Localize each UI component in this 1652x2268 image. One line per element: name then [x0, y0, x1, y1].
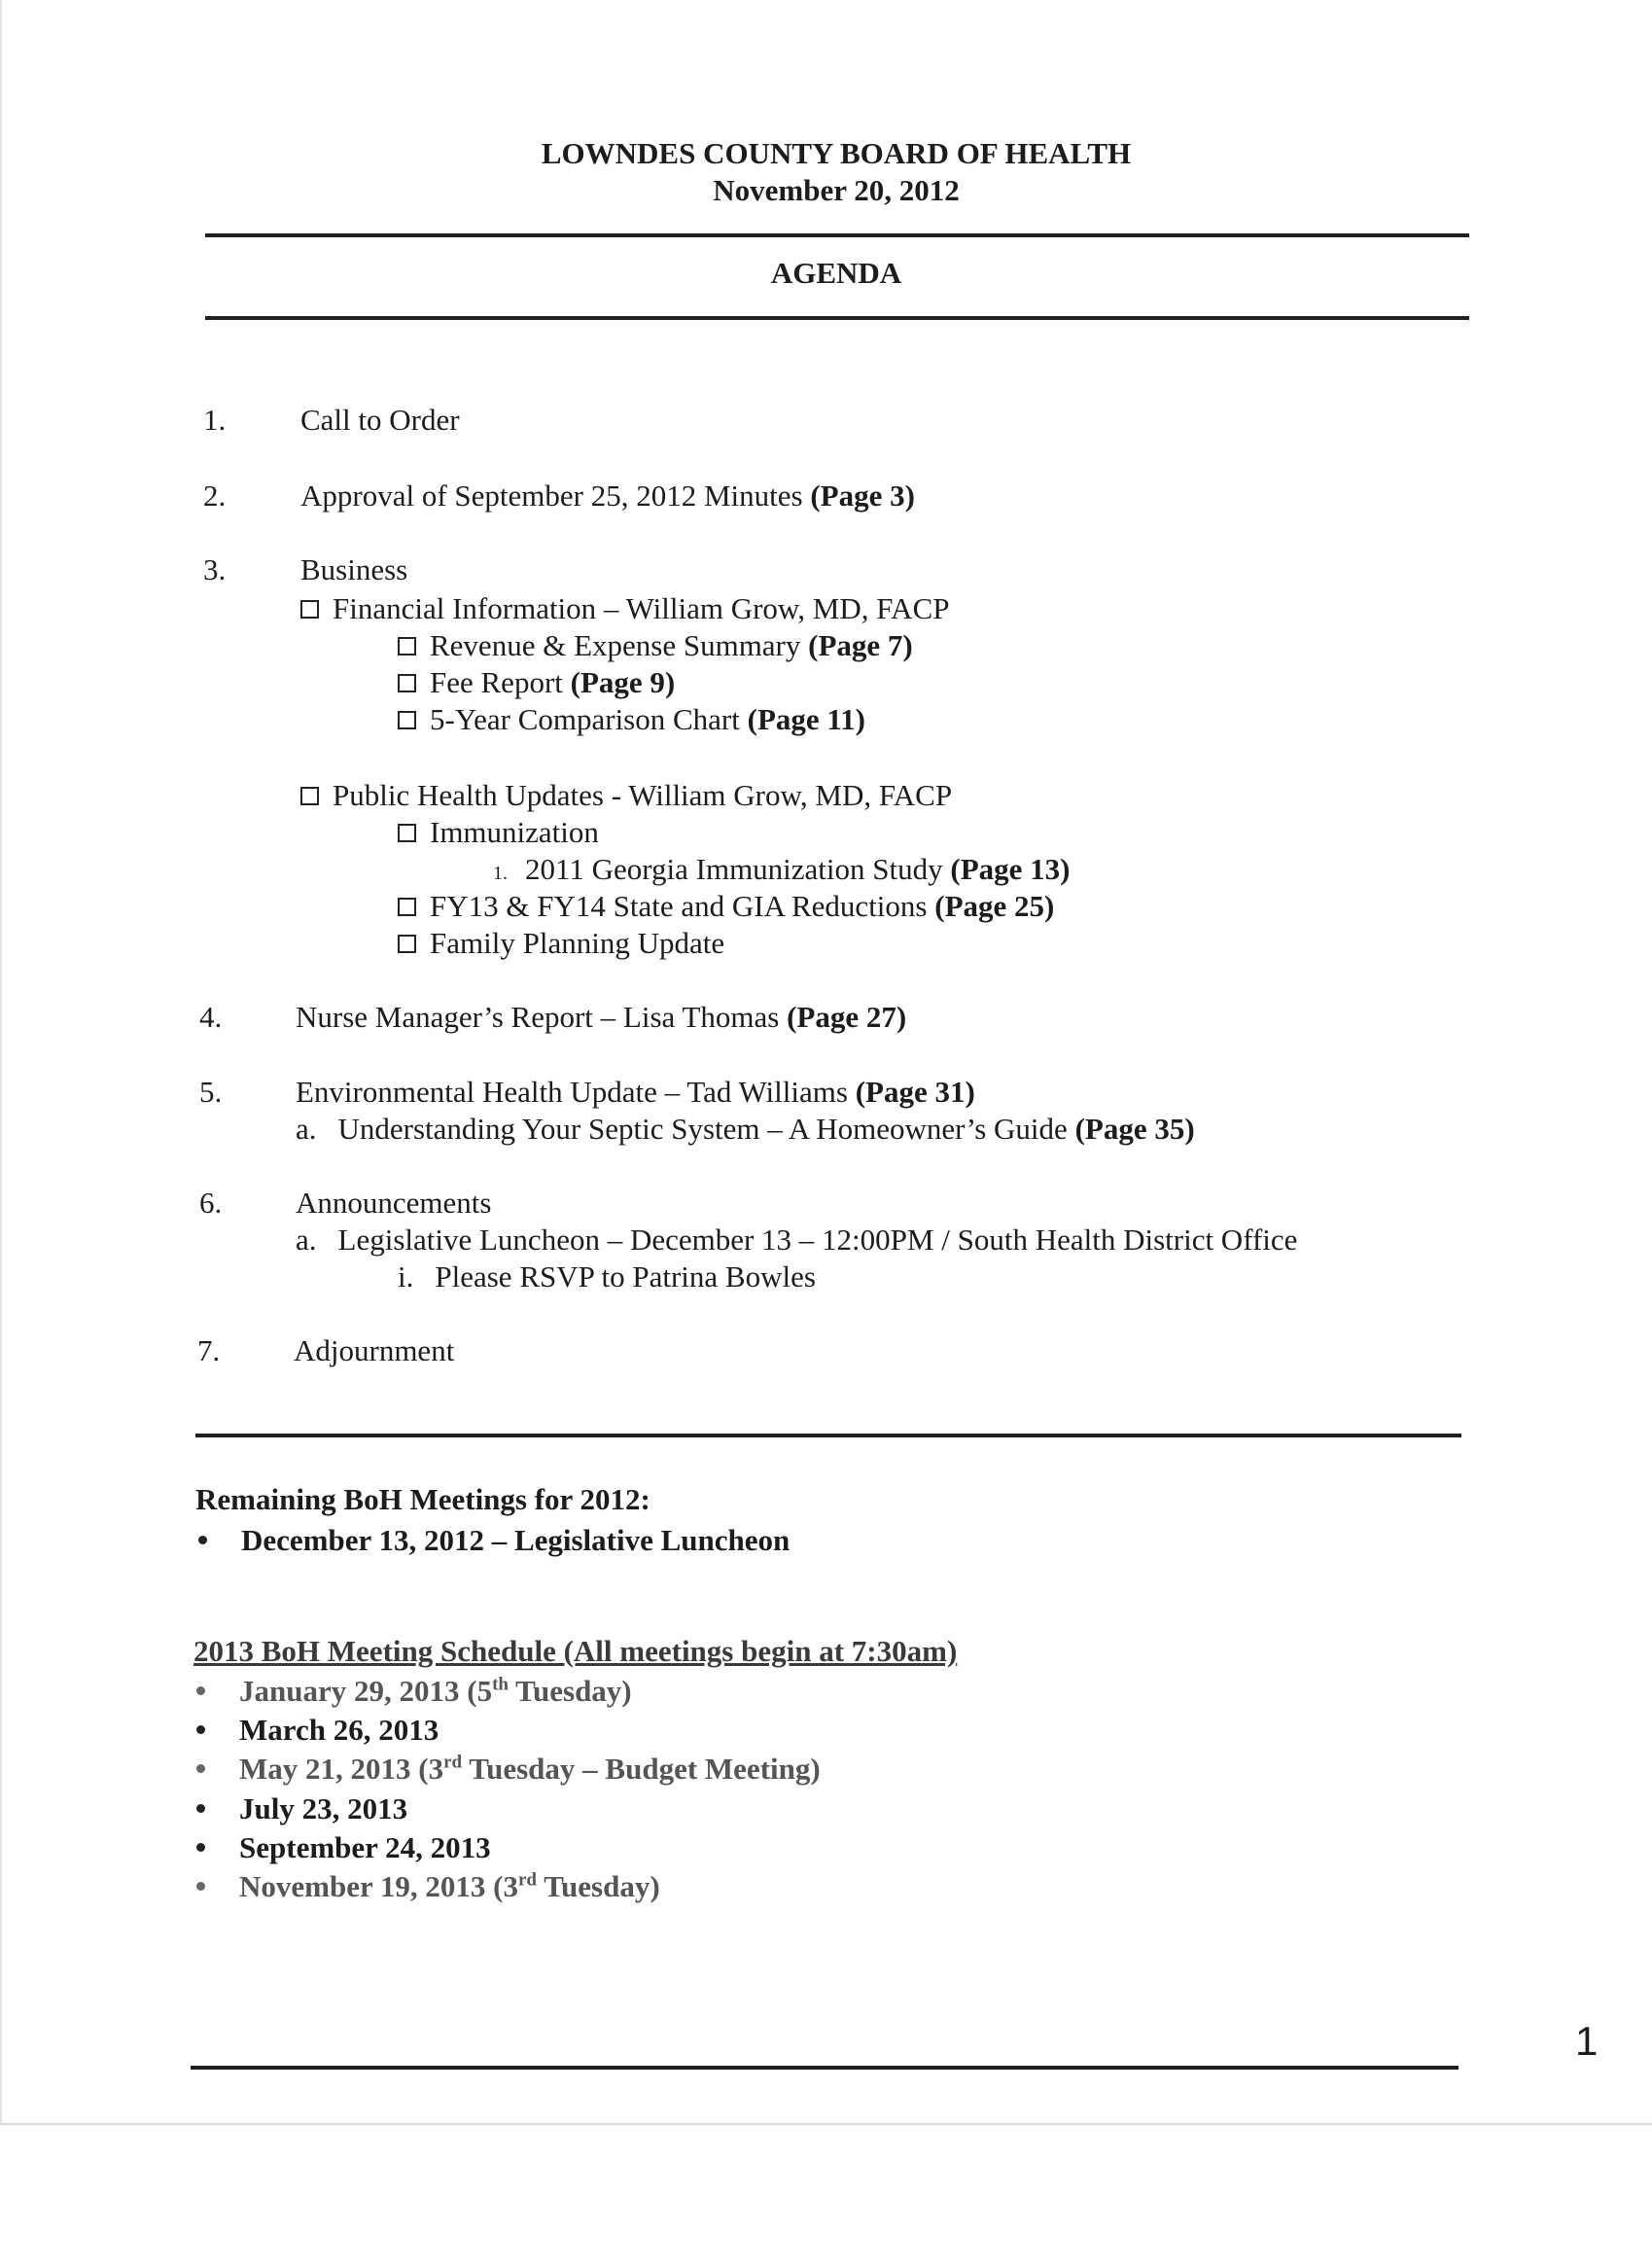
item-text: Public Health Updates - William Grow, MD, FACP: [333, 778, 953, 812]
item-number: 2.: [203, 478, 227, 513]
item-number: 6.: [199, 1186, 223, 1220]
item-number: 1.: [203, 403, 227, 437]
schedule-item-may: [196, 1752, 821, 1787]
page-ref: (Page 13): [950, 852, 1071, 886]
schedule-item-january: [196, 1674, 632, 1709]
page-ref: (Page 9): [570, 665, 676, 699]
meeting-date: May 21, 2013 (3: [239, 1752, 444, 1786]
sub-item-fee-report: [398, 665, 675, 700]
sub-item-immunization: [398, 815, 599, 850]
checkbox-icon: [300, 787, 319, 805]
bullet-icon: [196, 1843, 205, 1852]
item-text: 2011 Georgia Immunization Study: [525, 852, 951, 886]
item-text: Family Planning Update: [430, 926, 725, 960]
item-number: 7.: [197, 1333, 221, 1367]
ordinal-suffix: rd: [518, 1869, 537, 1891]
meeting-date: March 26, 2013: [239, 1713, 439, 1747]
item-text: Financial Information – William Grow, MD, FACP: [333, 591, 950, 625]
checkbox-icon: [398, 898, 416, 916]
meeting-date: November 20, 2012: [713, 173, 960, 207]
meeting-date: July 23, 2013: [239, 1791, 408, 1825]
meeting-date: January 29, 2013 (5: [239, 1674, 493, 1708]
bullet-icon: [196, 1804, 205, 1813]
schedule-item-march: [196, 1713, 439, 1748]
item-text: Revenue & Expense Summary: [430, 628, 809, 662]
meeting-text: December 13, 2012 – Legislative Luncheon: [241, 1523, 791, 1557]
item-number: 4.: [199, 1000, 223, 1034]
org-title: LOWNDES COUNTY BOARD OF HEALTH: [541, 136, 1132, 170]
schedule-item-november: [196, 1869, 660, 1904]
sub-item-financial-information: [300, 591, 950, 626]
sub-item-comparison-chart: [398, 702, 865, 737]
sub-item-revenue-expense: [398, 628, 913, 663]
bullet-icon: [196, 1882, 205, 1891]
agenda-rule-bottom: [195, 1434, 1461, 1437]
agenda-item-environmental-health: [296, 1075, 975, 1110]
item-text: Understanding Your Septic System – A Homeowner’s Guide: [337, 1112, 1075, 1146]
meeting-date: September 24, 2013: [239, 1830, 491, 1864]
sub-item-rsvp: [398, 1259, 816, 1294]
sub-number: 1.: [493, 863, 508, 884]
sub-item-legislative-luncheon: [296, 1223, 1297, 1258]
sub-letter: i.: [398, 1259, 414, 1293]
agenda-item-business: Business: [300, 552, 408, 586]
remaining-meetings-title: Remaining BoH Meetings for 2012:: [195, 1482, 650, 1516]
sub-item-septic-guide: [296, 1112, 1195, 1147]
checkbox-icon: [398, 824, 416, 842]
checkbox-icon: [398, 674, 416, 692]
bullet-icon: [196, 1764, 205, 1773]
bullet-icon: [196, 1686, 205, 1695]
sub-letter: a.: [296, 1223, 317, 1257]
item-text: Legislative Luncheon – December 13 – 12:00PM / South Health District Office: [337, 1223, 1298, 1257]
item-text: FY13 & FY14 State and GIA Reductions: [430, 889, 935, 923]
schedule-item-july: [196, 1791, 407, 1826]
meeting-note: Tuesday): [537, 1869, 660, 1903]
item-text: Fee Report: [430, 665, 571, 699]
meeting-note: Tuesday – Budget Meeting): [462, 1752, 821, 1786]
page-number: 1: [1575, 2018, 1599, 2064]
page-ref: (Page 11): [747, 702, 866, 736]
meeting-date: November 19, 2013 (3: [239, 1869, 518, 1903]
page-ref: (Page 25): [934, 889, 1055, 923]
item-text: 5-Year Comparison Chart: [430, 702, 748, 736]
bullet-icon: [196, 1725, 205, 1734]
item-text: Nurse Manager’s Report – Lisa Thomas: [296, 1000, 788, 1034]
agenda-heading: AGENDA: [770, 256, 902, 290]
header-rule-bottom: [205, 316, 1469, 320]
page-ref: (Page 27): [787, 1000, 907, 1034]
item-text: Immunization: [430, 815, 599, 849]
agenda-item-nurse-report: [296, 1000, 906, 1035]
schedule-2013-title: 2013 BoH Meeting Schedule (All meetings begin at 7:30am): [193, 1634, 958, 1668]
bullet-icon: [198, 1536, 207, 1544]
page-ref: (Page 35): [1074, 1112, 1195, 1146]
item-text: Environmental Health Update – Tad Williams: [296, 1075, 856, 1109]
sub-item-reductions: [398, 889, 1054, 924]
header-rule-top: [205, 233, 1469, 237]
ordinal-suffix: th: [492, 1674, 509, 1695]
scan-edge-bottom: [0, 2123, 1652, 2125]
checkbox-icon: [300, 600, 319, 619]
sub-letter: a.: [296, 1112, 317, 1146]
item-number: 5.: [199, 1075, 223, 1109]
checkbox-icon: [398, 637, 416, 656]
item-text: Approval of September 25, 2012 Minutes: [300, 478, 811, 513]
footer-rule: [191, 2066, 1459, 2070]
page-ref: (Page 31): [855, 1075, 975, 1109]
ordinal-suffix: rd: [443, 1752, 463, 1773]
page-ref: (Page 7): [808, 628, 913, 662]
checkbox-icon: [398, 711, 416, 729]
item-number: 3.: [203, 552, 227, 586]
agenda-item-announcements: Announcements: [296, 1186, 492, 1220]
meeting-note: Tuesday): [508, 1674, 632, 1708]
remaining-meeting-item: [198, 1523, 790, 1558]
item-text: Please RSVP to Patrina Bowles: [435, 1259, 816, 1293]
agenda-item-adjournment: Adjournment: [294, 1333, 455, 1367]
schedule-item-september: [196, 1830, 491, 1865]
sub-item-public-health-updates: [300, 778, 952, 813]
agenda-item-call-to-order: Call to Order: [300, 403, 460, 437]
checkbox-icon: [398, 935, 416, 953]
sub-item-immunization-study: [493, 852, 1070, 887]
scan-edge-left: [0, 0, 2, 2123]
sub-item-family-planning: [398, 926, 724, 961]
agenda-item-approval-minutes: [300, 478, 915, 514]
page-ref: (Page 3): [810, 478, 915, 513]
